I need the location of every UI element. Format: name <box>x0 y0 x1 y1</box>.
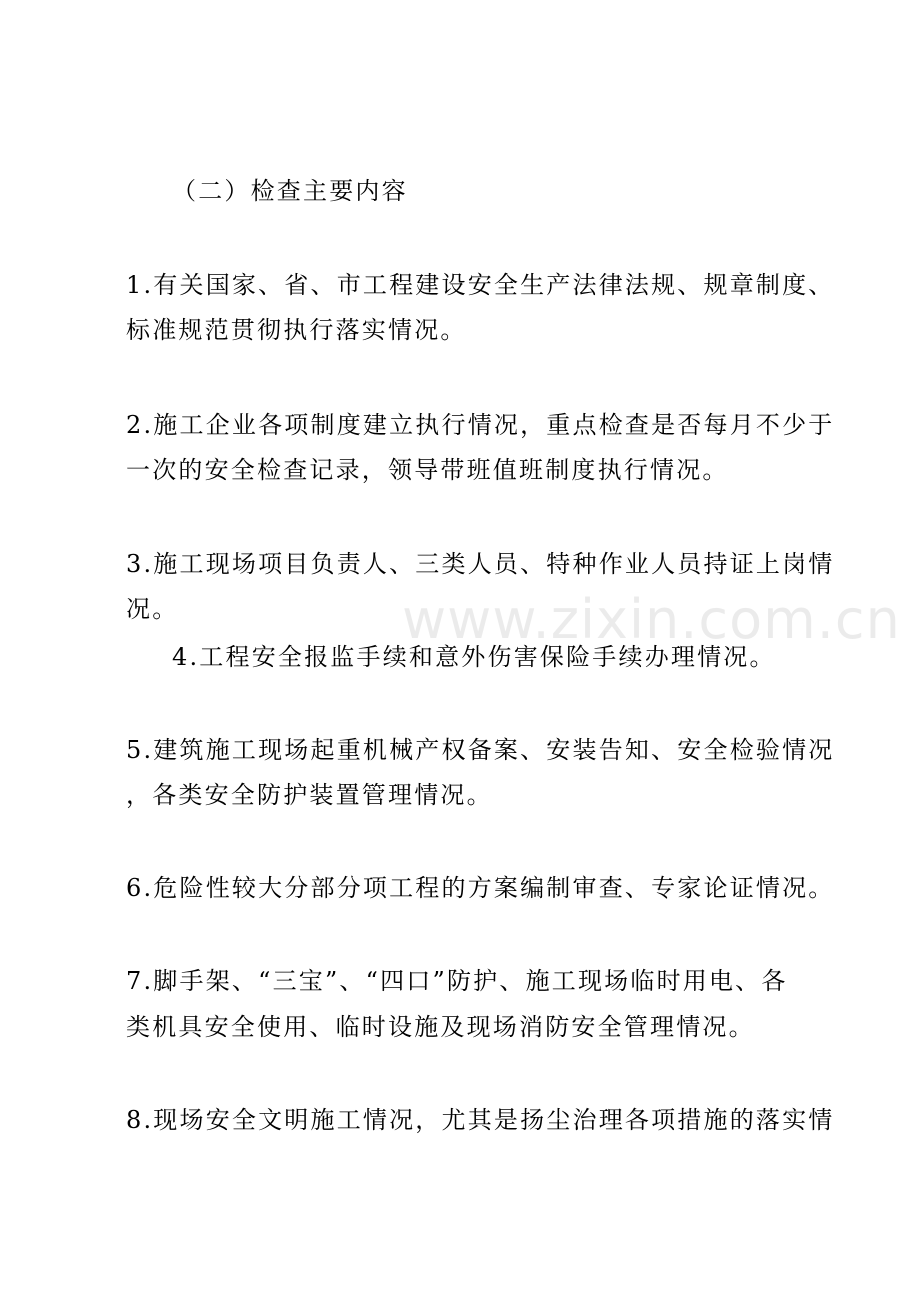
item-2-line-1: 2.施工企业各项制度建立执行情况，重点检查是否每月不少于 <box>126 411 835 439</box>
item-7-line-1: 7.脚手架、“三宝”、“四口”防护、施工现场临时用电、各 <box>126 967 788 995</box>
item-5-line-1: 5.建筑施工现场起重机械产权备案、安装告知、安全检验情况 <box>126 736 835 764</box>
item-5-line-2: ，各类安全防护装置管理情况。 <box>126 781 493 809</box>
item-3-line-2: 况。 <box>126 595 179 623</box>
section-heading: （二）检查主要内容 <box>172 177 408 205</box>
watermark: www.zixin.com.cn <box>402 588 901 651</box>
item-1-line-2: 标准规范贯彻执行落实情况。 <box>126 316 467 344</box>
item-3-line-1: 3.施工现场项目负责人、三类人员、特种作业人员持证上岗情 <box>126 550 835 578</box>
item-6-line-1: 6.危险性较大分部分项工程的方案编制审查、专家论证情况。 <box>126 874 835 902</box>
item-4-line-1: 4.工程安全报监手续和意外伤害保险手续办理情况。 <box>172 643 776 671</box>
item-7-line-2: 类机具安全使用、临时设施及现场消防安全管理情况。 <box>126 1013 755 1041</box>
item-8-line-1: 8.现场安全文明施工情况，尤其是扬尘治理各项措施的落实情 <box>126 1106 835 1134</box>
item-1-line-1: 1.有关国家、省、市工程建设安全生产法律法规、规章制度、 <box>126 271 835 299</box>
item-2-line-2: 一次的安全检查记录，领导带班值班制度执行情况。 <box>126 456 729 484</box>
